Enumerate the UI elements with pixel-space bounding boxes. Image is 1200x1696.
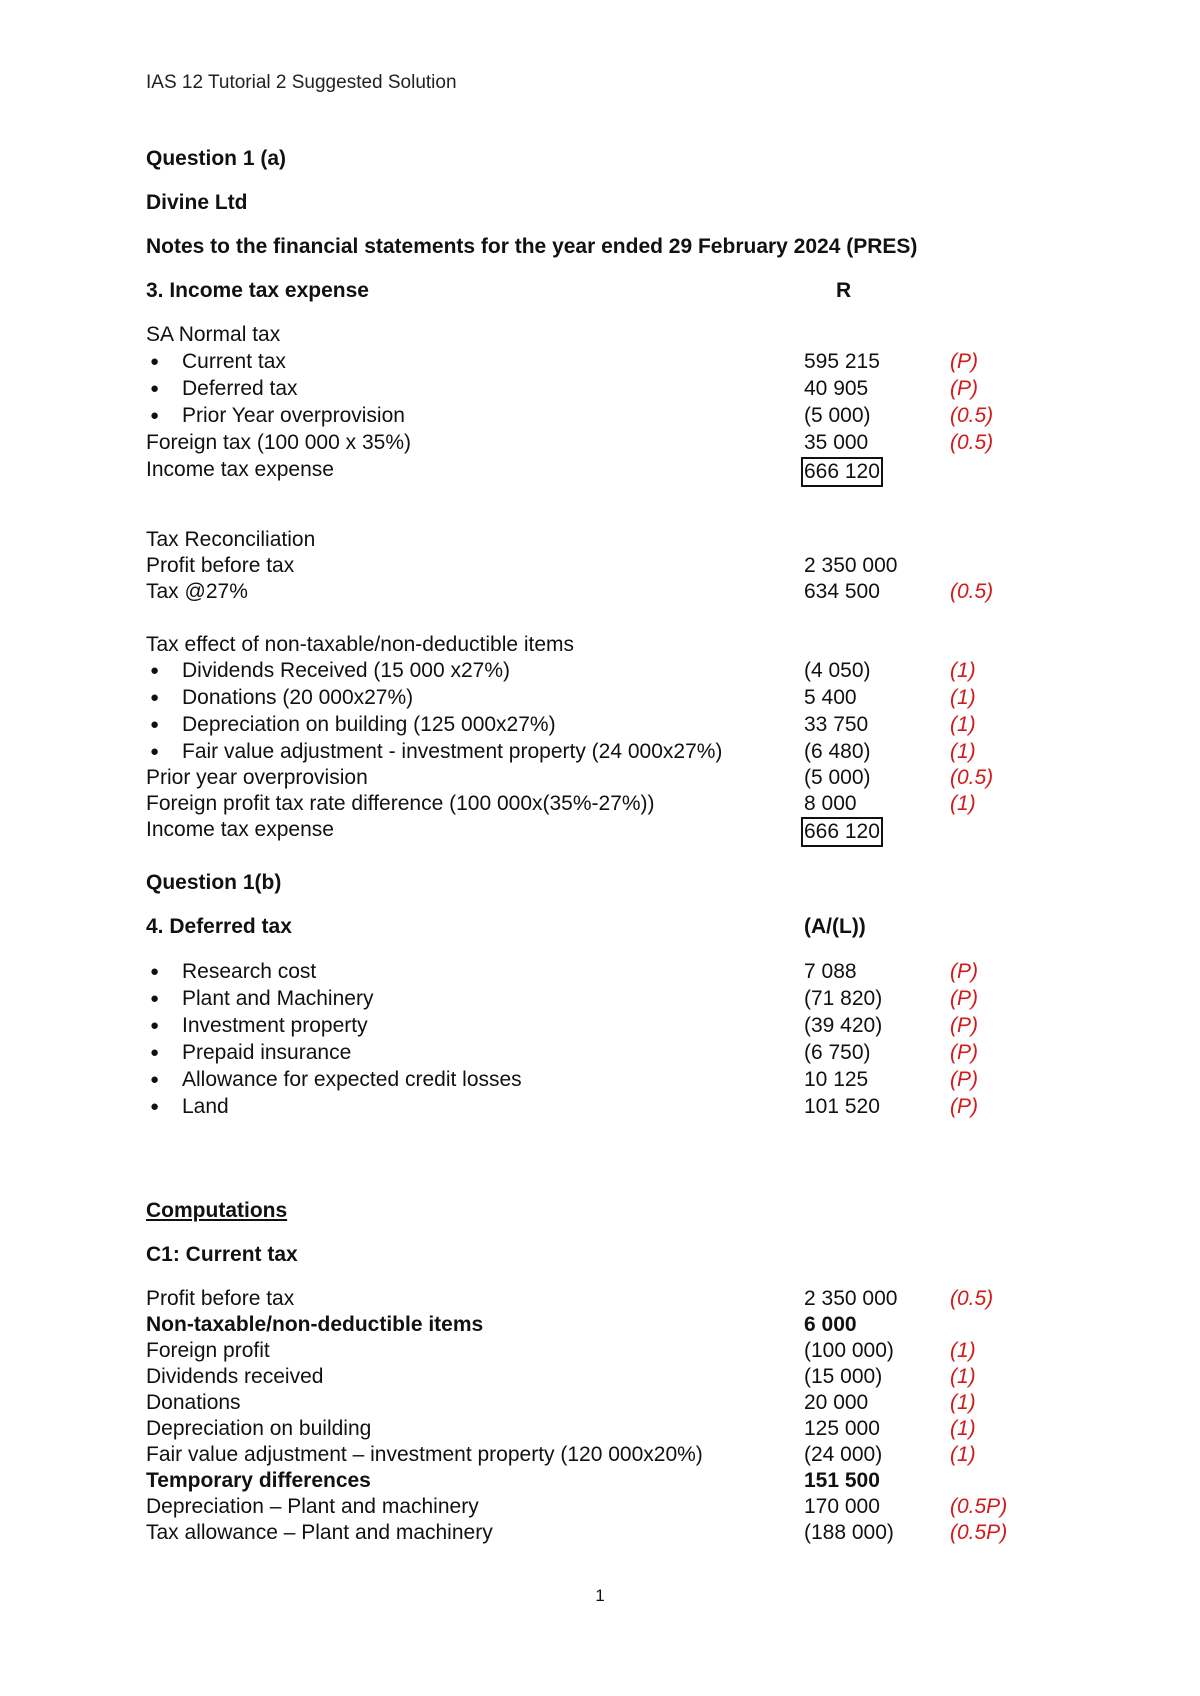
note4-row (0, 1040, 1200, 1066)
note3-mark: (0.5) (950, 431, 994, 454)
c1-row (0, 1416, 1200, 1442)
bullet-icon: ● (150, 1098, 160, 1115)
reconciliation-amount: (5 000) (804, 766, 871, 789)
reconciliation-amount: 5 400 (804, 686, 857, 709)
note4-mark: (P) (950, 987, 978, 1010)
bullet-icon: ● (150, 380, 160, 397)
c1-label: Donations (146, 1391, 241, 1414)
note4-label: Land (182, 1095, 229, 1118)
c1-label: Temporary differences (146, 1469, 371, 1492)
note3-heading-row (0, 278, 1200, 304)
c1-label: Non-taxable/non-deductible items (146, 1313, 484, 1336)
reconciliation-mark: (1) (950, 792, 976, 815)
reconciliation-label: Depreciation on building (125 000x27%) (182, 713, 556, 736)
note3-label: Foreign tax (100 000 x 35%) (146, 431, 411, 454)
reconciliation-total-amount: 666 120 (801, 817, 883, 847)
c1-row (0, 1520, 1200, 1546)
note4-amount: 101 520 (804, 1095, 880, 1118)
computations-heading: Computations (146, 1199, 288, 1222)
reconciliation-amount: (4 050) (804, 659, 871, 682)
note3-amount: 40 905 (804, 377, 869, 400)
note4-label: Allowance for expected credit losses (182, 1068, 522, 1091)
c1-mark: (1) (950, 1417, 976, 1440)
c1-amount: 20 000 (804, 1391, 869, 1414)
tax-rate-label: Tax @27% (146, 580, 248, 603)
reconciliation-total-row (0, 817, 1200, 843)
c1-row (0, 1494, 1200, 1520)
bullet-icon: ● (150, 716, 160, 733)
note4-row (0, 959, 1200, 985)
bullet-icon: ● (150, 353, 160, 370)
c1-amount: 6 000 (804, 1313, 857, 1336)
bullet-icon: ● (150, 662, 160, 679)
note3-label: Prior Year overprovision (182, 404, 405, 427)
c1-label: Depreciation – Plant and machinery (146, 1495, 479, 1518)
reconciliation-label: Foreign profit tax rate difference (100 000x(35%-27%)) (146, 792, 655, 815)
reconciliation-mark: (1) (950, 686, 976, 709)
note4-column-label: (A/(L)) (804, 915, 866, 938)
c1-mark: (1) (950, 1365, 976, 1388)
question-1a-heading: Question 1 (a) (146, 147, 287, 170)
c1-label: Tax allowance – Plant and machinery (146, 1521, 493, 1544)
c1-row (0, 1286, 1200, 1312)
note4-amount: 7 088 (804, 960, 857, 983)
reconciliation-amount: (6 480) (804, 740, 871, 763)
profit-before-tax-amount: 2 350 000 (804, 554, 898, 577)
c1-amount: 125 000 (804, 1417, 880, 1440)
c1-amount: (24 000) (804, 1443, 883, 1466)
profit-before-tax-label: Profit before tax (146, 554, 295, 577)
note3-mark: (P) (950, 350, 978, 373)
note3-label: Current tax (182, 350, 286, 373)
tax-effect-heading-row (0, 632, 1200, 658)
note4-mark: (P) (950, 1068, 978, 1091)
reconciliation-label: Prior year overprovision (146, 766, 368, 789)
reconciliation-heading: Tax Reconciliation (146, 528, 316, 551)
note4-mark: (P) (950, 1014, 978, 1037)
c1-row (0, 1364, 1200, 1390)
note3-label: Deferred tax (182, 377, 298, 400)
c1-label: Profit before tax (146, 1287, 295, 1310)
c1-subtotal-row (0, 1468, 1200, 1494)
note3-heading: 3. Income tax expense (146, 279, 369, 302)
c1-amount: (15 000) (804, 1365, 883, 1388)
reconciliation-row (0, 658, 1200, 684)
c1-subtotal-row (0, 1312, 1200, 1338)
note4-row (0, 1067, 1200, 1093)
note4-heading-row (0, 914, 1200, 940)
c1-label: Foreign profit (146, 1339, 270, 1362)
bullet-icon: ● (150, 1044, 160, 1061)
c1-mark: (1) (950, 1339, 976, 1362)
note4-mark: (P) (950, 1041, 978, 1064)
page-number: 1 (595, 1586, 605, 1605)
sa-normal-tax-row (0, 322, 1200, 348)
tax-rate-amount: 634 500 (804, 580, 880, 603)
note3-total-amount: 666 120 (801, 457, 883, 487)
c1-mark: (1) (950, 1443, 976, 1466)
reconciliation-heading-row (0, 527, 1200, 553)
c1-row (0, 1338, 1200, 1364)
reconciliation-row (0, 712, 1200, 738)
bullet-icon: ● (150, 1071, 160, 1088)
note4-row (0, 1013, 1200, 1039)
note3-row (0, 349, 1200, 375)
tax-rate-mark: (0.5) (950, 580, 994, 603)
note4-label: Prepaid insurance (182, 1041, 352, 1064)
bullet-icon: ● (150, 407, 160, 424)
bullet-icon: ● (150, 1017, 160, 1034)
reconciliation-mark: (1) (950, 740, 976, 763)
note3-mark: (0.5) (950, 404, 994, 427)
c1-mark: (0.5) (950, 1287, 994, 1310)
reconciliation-mark: (1) (950, 713, 976, 736)
c1-label: Depreciation on building (146, 1417, 372, 1440)
note3-amount: 35 000 (804, 431, 869, 454)
c1-row (0, 1442, 1200, 1468)
c1-amount: (100 000) (804, 1339, 894, 1362)
reconciliation-label: Dividends Received (15 000 x27%) (182, 659, 511, 682)
reconciliation-label: Donations (20 000x27%) (182, 686, 414, 709)
sa-normal-tax-label: SA Normal tax (146, 323, 281, 346)
c1-mark: (0.5P) (950, 1521, 1008, 1544)
note4-amount: (6 750) (804, 1041, 871, 1064)
note3-total-label: Income tax expense (146, 458, 334, 481)
c1-mark: (0.5P) (950, 1495, 1008, 1518)
note3-total-row (0, 457, 1200, 483)
note3-row (0, 376, 1200, 402)
note3-mark: (P) (950, 377, 978, 400)
reconciliation-total-label: Income tax expense (146, 818, 334, 841)
c1-amount: 170 000 (804, 1495, 880, 1518)
bullet-icon: ● (150, 743, 160, 760)
reconciliation-mark: (1) (950, 659, 976, 682)
note4-amount: (71 820) (804, 987, 883, 1010)
reconciliation-row (0, 791, 1200, 817)
bullet-icon: ● (150, 963, 160, 980)
page-header: IAS 12 Tutorial 2 Suggested Solution (146, 72, 457, 93)
tax-effect-heading: Tax effect of non-taxable/non-deductible items (146, 633, 575, 656)
currency-label: R (836, 279, 852, 302)
reconciliation-profit-row (0, 553, 1200, 579)
reconciliation-row (0, 739, 1200, 765)
note4-row (0, 986, 1200, 1012)
company-name: Divine Ltd (146, 191, 248, 214)
note3-amount: (5 000) (804, 404, 871, 427)
notes-heading: Notes to the financial statements for the year ended 29 February 2024 (PRES) (146, 235, 918, 258)
c1-label: Dividends received (146, 1365, 324, 1388)
reconciliation-row (0, 765, 1200, 791)
reconciliation-amount: 8 000 (804, 792, 857, 815)
question-1b-heading: Question 1(b) (146, 871, 282, 894)
c1-amount: (188 000) (804, 1521, 894, 1544)
bullet-icon: ● (150, 990, 160, 1007)
reconciliation-mark: (0.5) (950, 766, 994, 789)
note4-label: Investment property (182, 1014, 368, 1037)
bullet-icon: ● (150, 689, 160, 706)
note3-row (0, 403, 1200, 429)
reconciliation-row (0, 685, 1200, 711)
note3-row (0, 430, 1200, 456)
note4-amount: 10 125 (804, 1068, 869, 1091)
note4-amount: (39 420) (804, 1014, 883, 1037)
reconciliation-label: Fair value adjustment - investment property (24 000x27%) (182, 740, 723, 763)
note3-amount: 595 215 (804, 350, 880, 373)
note4-mark: (P) (950, 960, 978, 983)
c1-amount: 2 350 000 (804, 1287, 898, 1310)
c1-heading: C1: Current tax (146, 1243, 298, 1266)
c1-label: Fair value adjustment – investment property (120 000x20%) (146, 1443, 703, 1466)
note4-label: Research cost (182, 960, 317, 983)
c1-mark: (1) (950, 1391, 976, 1414)
c1-row (0, 1390, 1200, 1416)
c1-amount: 151 500 (804, 1469, 880, 1492)
note4-mark: (P) (950, 1095, 978, 1118)
reconciliation-amount: 33 750 (804, 713, 869, 736)
note4-label: Plant and Machinery (182, 987, 374, 1010)
reconciliation-tax-row (0, 579, 1200, 605)
note4-row (0, 1094, 1200, 1120)
note4-heading: 4. Deferred tax (146, 915, 292, 938)
